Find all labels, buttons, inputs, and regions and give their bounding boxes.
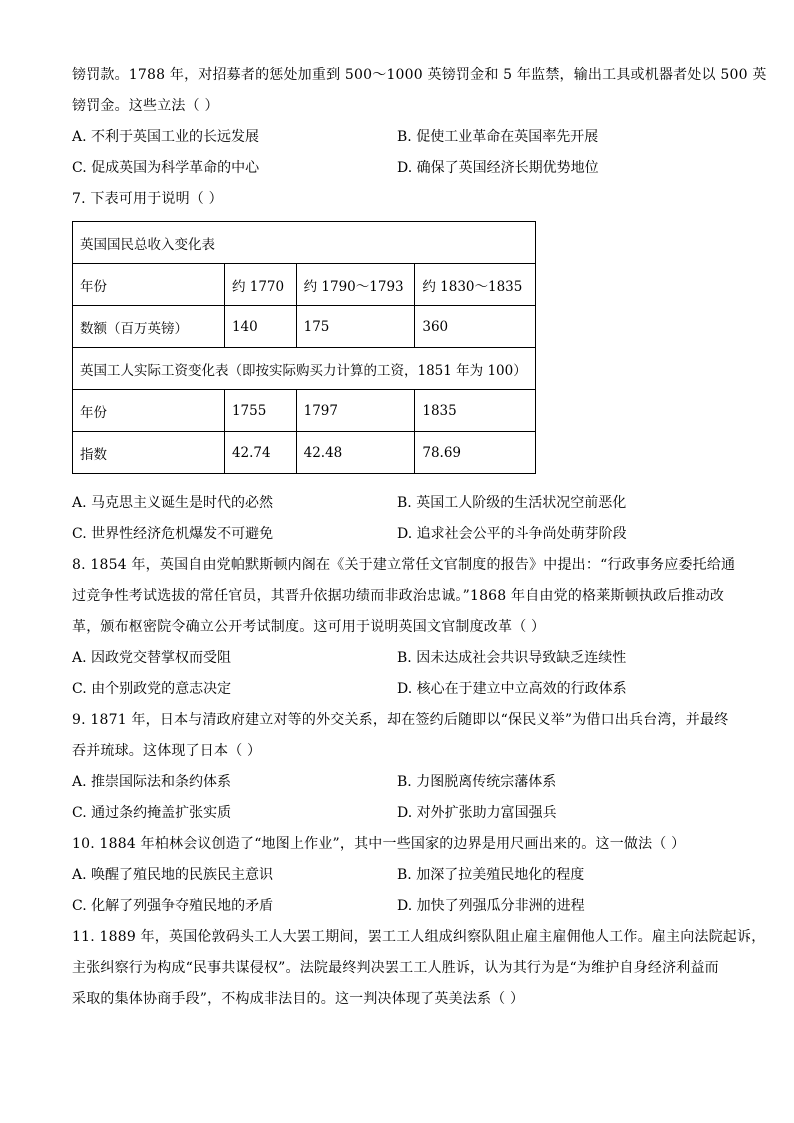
table1-cell: 140 (224, 306, 296, 348)
table-row (73, 264, 536, 306)
q9-options-row-1 (72, 767, 724, 798)
q9-options-row-2 (72, 798, 724, 829)
q11-text-line-3: 采取的集体协商手段”，不构成非法目的。这一判决体现了英美法系（ ） (72, 991, 525, 1007)
table1-header-cell: 年份 (73, 264, 225, 306)
q7-options-row-2 (72, 519, 724, 550)
q8-option-c[interactable]: C. 由个别政党的意志决定 (72, 681, 232, 697)
q8-option-d[interactable]: D. 核心在于建立中立高效的行政体系 (397, 681, 627, 697)
q10-option-d[interactable]: D. 加快了列强瓜分非洲的进程 (397, 898, 585, 914)
table2-cell: 78.69 (415, 432, 536, 474)
q6-options-row-1 (72, 122, 724, 153)
q11-text-line-2: 主张纠察行为构成“民事共谋侵权”。法院最终判决罢工工人胜诉，认为其行为是“为维护自身经济利益而 (72, 960, 719, 976)
q6-option-b[interactable]: B. 促使工业革命在英国率先开展 (397, 129, 599, 145)
q7-options-row-1 (72, 488, 724, 519)
table-row (73, 390, 536, 432)
q6-text-line-2: 镑罚金。这些立法（ ） (72, 98, 219, 114)
table2-header-cell: 1835 (415, 390, 536, 432)
q7-stem: 7. 下表可用于说明（ ） (72, 191, 223, 207)
q7-option-a[interactable]: A. 马克思主义诞生是时代的必然 (72, 495, 274, 511)
q9-text-line-2: 吞并琉球。这体现了日本（ ） (72, 743, 262, 759)
exam-page (72, 60, 767, 1015)
q10-options-row-1 (72, 860, 724, 891)
q6-option-a[interactable]: A. 不利于英国工业的长远发展 (72, 129, 260, 145)
table2-header-cell: 年份 (73, 390, 225, 432)
q10-text-line-1: 10. 1884 年柏林会议创造了“地图上作业”，其中一些国家的边界是用尺画出来的。这一做法（ ） (72, 836, 686, 852)
table1-header-cell: 约 1790～1793 (296, 264, 415, 306)
q8-options-row-1 (72, 643, 724, 674)
q7-data-table (72, 221, 536, 474)
q11-text-line-1: 11. 1889 年，英国伦敦码头工人大罢工期间，罢工工人组成纠察队阻止雇主雇佣他人工作。雇主向法院起诉， (72, 929, 766, 945)
q6-text-line-1: 镑罚款。1788 年，对招募者的惩处加重到 500～1000 英镑罚金和 5 年监禁，输出工具或机器者处以 500 英 (72, 67, 767, 83)
table1-cell: 数额（百万英镑） (73, 306, 225, 348)
q9-text-line-1: 9. 1871 年，日本与清政府建立对等的外交关系，却在签约后随即以“保民义举”为借口出兵台湾，并最终 (72, 712, 729, 728)
q10-option-b[interactable]: B. 加深了拉美殖民地化的程度 (397, 867, 585, 883)
q6-option-c[interactable]: C. 促成英国为科学革命的中心 (72, 160, 260, 176)
q9-option-d[interactable]: D. 对外扩张助力富国强兵 (397, 805, 557, 821)
table1-header-cell: 约 1770 (224, 264, 296, 306)
q10-options-row-2 (72, 891, 724, 922)
q7-option-b[interactable]: B. 英国工人阶级的生活状况空前恶化 (397, 495, 627, 511)
q8-option-b[interactable]: B. 因未达成社会共识导致缺乏连续性 (397, 650, 627, 666)
table2-header-cell: 1755 (224, 390, 296, 432)
table2-cell: 指数 (73, 432, 225, 474)
q8-options-row-2 (72, 674, 724, 705)
table1-header-cell: 约 1830～1835 (415, 264, 536, 306)
q6-option-d[interactable]: D. 确保了英国经济长期优势地位 (397, 160, 599, 176)
q9-option-c[interactable]: C. 通过条约掩盖扩张实质 (72, 805, 232, 821)
table1-cell: 175 (296, 306, 415, 348)
table2-cell: 42.48 (296, 432, 415, 474)
q8-text-line-2: 过竞争性考试选拔的常任官员，其晋升依据功绩而非政治忠诚。”1868 年自由党的格莱斯顿执政后推动改 (72, 588, 725, 604)
table2-title: 英国工人实际工资变化表（即按实际购买力计算的工资，1851 年为 100） (73, 348, 536, 390)
table2-cell: 42.74 (224, 432, 296, 474)
q8-option-a[interactable]: A. 因政党交替掌权而受阻 (72, 650, 232, 666)
table-row (73, 432, 536, 474)
q10-option-a[interactable]: A. 唤醒了殖民地的民族民主意识 (72, 867, 274, 883)
q9-option-a[interactable]: A. 推崇国际法和条约体系 (72, 774, 232, 790)
table-row (73, 306, 536, 348)
q7-option-c[interactable]: C. 世界性经济危机爆发不可避免 (72, 526, 274, 542)
table1-cell: 360 (415, 306, 536, 348)
q7-option-d[interactable]: D. 追求社会公平的斗争尚处萌芽阶段 (397, 526, 627, 542)
q8-text-line-1: 8. 1854 年，英国自由党帕默斯顿内阁在《关于建立常任文官制度的报告》中提出：“行政事务应委托给通 (72, 557, 736, 573)
q6-options-row-2 (72, 153, 724, 184)
table2-header-cell: 1797 (296, 390, 415, 432)
table1-title: 英国国民总收入变化表 (73, 222, 536, 264)
q8-text-line-3: 革，颁布枢密院令确立公开考试制度。这可用于说明英国文官制度改革（ ） (72, 619, 546, 635)
q9-option-b[interactable]: B. 力图脱离传统宗藩体系 (397, 774, 557, 790)
q10-option-c[interactable]: C. 化解了列强争夺殖民地的矛盾 (72, 898, 274, 914)
